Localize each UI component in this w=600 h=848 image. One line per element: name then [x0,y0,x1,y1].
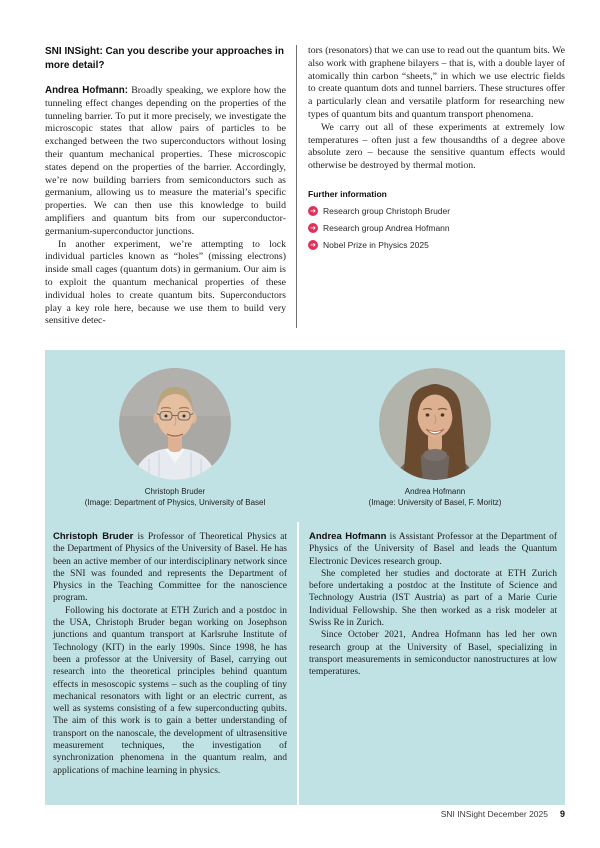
page-footer [441,809,565,819]
portrait-block-hofmann [305,350,565,507]
link-research-group-hofmann[interactable] [308,223,565,233]
arrow-right-circle-icon: ➔ [308,240,318,250]
interview-answer-paragraph: In another experiment, we’re attempting to lock individual particles known as “holes” (missing electrons) inside small cages (quantum dots) in germanium. Our aim is to exploit the quantum mechanical properties of these individual holes to create quantum bits. Superconductors play a key role here, because we use them to build very sensitive detec- [45,238,286,327]
footer-issue-label: SNI INSight December 2025 [440,809,548,819]
further-information-heading: Further information [308,188,387,199]
bio-andrea-hofmann [299,522,565,805]
bio-text: is Assistant Professor at the Department of Physics of the University of Basel and leads the Quantum Electronic Devices research group. [309,532,557,567]
bio-paragraph: Following his doctorate at ETH Zurich and a postdoc in the USA, Christoph Bruder began working on Josephson junctions and quantum transport at Karlsruhe Institute of Technology (KIT) in the early 1990s. Since 1998, he has been a professor at the University of Basel, carrying out research into the theoretical principles behind quantum effects in mesoscopic systems – such as the coupling of tiny mechanical resonators with light or an electric current, as well as systems consisting of a few superconducting qubits. The aim of this work is to gain a better understanding of transport on the nanoscale, the development of ultrasensitive measurement techniques, the investigation of synchronization phenomena in the quantum realm, and applications of machine learning in physics. [53,605,287,776]
portrait-credit: (Image: Department of Physics, University of Basel [84,498,266,507]
bio-lead-name: Andrea Hofmann [309,531,387,542]
portrait-credit: (Image: University of Basel, F. Moritz) [368,498,502,507]
portrait-block-bruder [45,350,305,507]
article-column-right [296,45,565,328]
link-label: Research group Andrea Hofmann [323,222,450,233]
portrait-name: Andrea Hofmann [404,487,466,496]
arrow-right-circle-icon: ➔ [308,223,318,233]
article-column-left [45,45,286,328]
bio-lead-name: Christoph Bruder [53,531,134,542]
link-label: Nobel Prize in Physics 2025 [323,239,429,250]
portrait-photo-christoph-bruder [119,368,231,480]
interview-question: SNI INSight: Can you describe your approaches in more detail? [45,46,284,71]
portrait-photo-andrea-hofmann [379,368,491,480]
interview-answer-paragraph: tors (resonators) that we can use to read out the quantum bits. We also work with graphene bilayers – that is, with a double layer of atomically thin carbon “sheets,” in which we use electric fields to create quantum dots and tunnel barriers. These structures offer a particularly clean and versatile platform for researching new types of quantum bits and quantum transport phenomena. [308,45,565,120]
bio-infobox [45,350,565,805]
link-label: Research group Christoph Bruder [323,205,451,216]
page-number: 9 [559,809,565,819]
interview-answer-paragraph: We carry out all of these experiments at extremely low temperatures – often just a few thousandths of a degree above absolute zero – because the sensitive quantum effects would otherwise be destroyed by thermal motion. [308,121,565,172]
portrait-row [45,350,565,507]
answer-text: Broadly speaking, we explore how the tunneling effect changes depending on the properties of the tunneling barrier. To put it more precisely, we investigate the microscopic states that allow pairs of particles to be exchanged between the two superconductors without losing their quantum mechanical properties. These microscopic states depend on the properties of the barrier. Accordingly, we’re now building barriers from semiconductors such as germanium, allowing us to measure the material’s specific properties. We can then use this knowledge to build amplifiers and quantum bits from our superconductor-germanium-superconductor junctions. [45,85,286,237]
bio-paragraph: She completed her studies and doctorate at ETH Zurich before undertaking a postdoc at the Institute of Science and Technology Austria (IST Austria) as part of a Marie Curie Individual Fellowship. She then worked as a risk modeler at Swiss Re in Zurich. [309,568,557,629]
speaker-name: Andrea Hofmann: [45,85,128,96]
bio-columns [45,522,565,805]
link-nobel-prize-physics[interactable] [308,240,565,250]
bio-paragraph: Since October 2021, Andrea Hofmann has led her own research group at the University of Basel, specializing in transport measurements in semiconductor nanostructures at low temperatures. [309,630,557,678]
bio-paragraph [309,531,557,568]
interview-answer-paragraph [45,85,286,239]
arrow-right-circle-icon: ➔ [308,206,318,216]
bio-christoph-bruder [45,522,297,805]
link-research-group-bruder[interactable] [308,206,565,216]
interview-article [45,45,565,328]
further-information-section [308,189,565,250]
bio-paragraph [53,531,287,605]
bio-text: is Professor of Theoretical Physics at the Department of Physics of the University of Basel. He has been an active member of our interdisciplinary network since the SNI was founded and represents the Department of Physics in the Teaching Committee for the nanoscience program. [53,532,287,604]
portrait-name: Christoph Bruder [144,487,206,496]
